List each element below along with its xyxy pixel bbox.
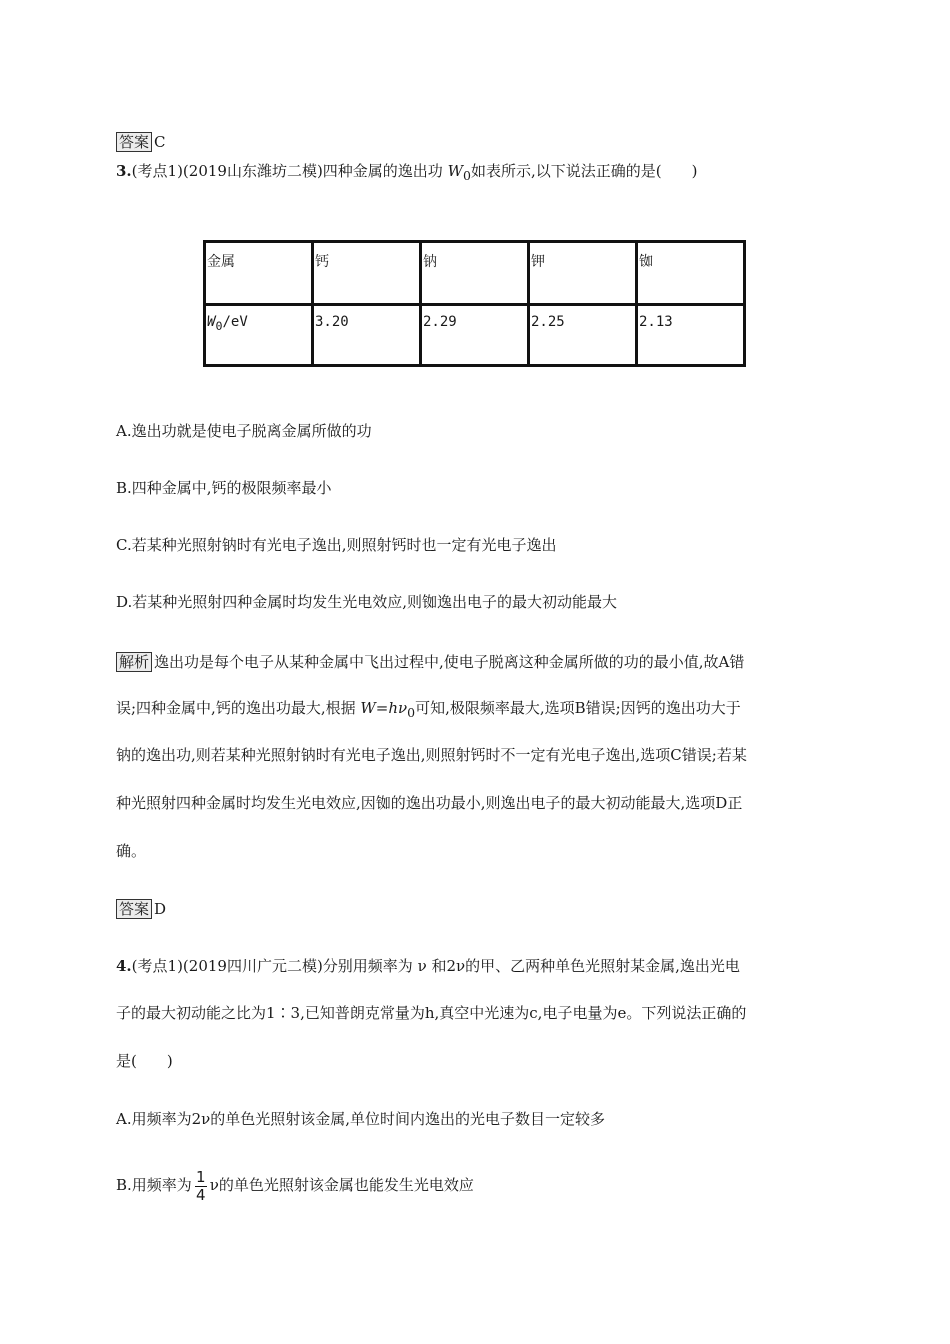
answer-value: D	[154, 900, 167, 918]
w0-subscript: 0	[463, 168, 471, 183]
table-row-label	[205, 305, 313, 366]
analysis-line-1	[116, 651, 744, 673]
table-cell: 2.25	[529, 305, 637, 366]
w0-symbol: W	[447, 162, 464, 180]
analysis-text: 可知,极限频率最大,选项B错误;因钙的逸出功大于	[415, 699, 741, 717]
analysis-text: 误;四种金属中,钙的逸出功最大,根据	[116, 699, 356, 717]
answer-tag: 答案	[116, 899, 152, 919]
option-c: C.若某种光照射钠时有光电子逸出,则照射钙时也一定有光电子逸出	[116, 536, 557, 554]
table-row	[205, 305, 745, 366]
table-cell: 2.29	[421, 305, 529, 366]
table-cell: 金属	[205, 242, 313, 305]
work-function-table	[203, 240, 746, 367]
stem-text-end: 如表所示,以下说法正确的是( )	[470, 162, 698, 180]
answer-tag: 答案	[116, 132, 152, 152]
analysis-text: 逸出功是每个电子从某种金属中飞出过程中,使电子脱离这种金属所做的功的最小值,故A错	[154, 653, 745, 671]
option-text: B.用频率为	[116, 1176, 192, 1194]
option-d: D.若某种光照射四种金属时均发生光电效应,则铷逸出电子的最大初动能最大	[116, 593, 618, 611]
formula: W=hν	[360, 699, 408, 717]
unit: /eV	[222, 314, 248, 331]
analysis-tag: 解析	[116, 652, 152, 672]
answer-line-q2	[116, 131, 166, 153]
answer-line-q3	[116, 898, 166, 920]
table-header-row	[205, 242, 745, 305]
question-4-line-1	[116, 955, 740, 977]
analysis-line-4: 种光照射四种金属时均发生光电效应,因铷的逸出功最小,则逸出电子的最大初动能最大,选项D正	[116, 794, 743, 812]
option-b: B.四种金属中,钙的极限频率最小	[116, 479, 332, 497]
fraction-numerator: 1	[196, 1167, 206, 1186]
table-cell: 钠	[421, 242, 529, 305]
question-number: 3.	[116, 162, 132, 180]
option-a: A.逸出功就是使电子脱离金属所做的功	[116, 422, 372, 440]
table-cell: 铷	[637, 242, 745, 305]
w0-subscript: 0	[215, 319, 223, 334]
question-3-stem	[116, 160, 697, 187]
q4-option-a: A.用频率为2ν的单色光照射该金属,单位时间内逸出的光电子数目一定较多	[116, 1110, 606, 1128]
analysis-line-2	[116, 697, 741, 724]
question-4-line-2: 子的最大初动能之比为1∶3,已知普朗克常量为h,真空中光速为c,电子电量为e。下列说法正确的	[116, 1004, 747, 1022]
table-cell: 钾	[529, 242, 637, 305]
fraction-denominator: 4	[196, 1185, 206, 1204]
answer-value: C	[154, 133, 166, 151]
q4-option-b	[116, 1165, 474, 1205]
analysis-line-5: 确。	[116, 842, 147, 860]
table-cell: 3.20	[313, 305, 421, 366]
stem-text: (考点1)(2019山东潍坊二模)四种金属的逸出功	[131, 162, 443, 180]
formula-subscript: 0	[407, 705, 416, 720]
analysis-line-3: 钠的逸出功,则若某种光照射钠时有光电子逸出,则照射钙时不一定有光电子逸出,选项C错误;若某	[116, 746, 747, 764]
stem-text: (考点1)(2019四川广元二模)分别用频率为 ν 和2ν的甲、乙两种单色光照射某金属,逸出光电	[131, 957, 740, 975]
fraction	[195, 1169, 207, 1204]
table-cell: 钙	[313, 242, 421, 305]
question-4-line-3: 是( )	[116, 1052, 173, 1070]
question-number: 4.	[116, 957, 132, 975]
w0-symbol: W	[207, 314, 216, 331]
option-text: ν的单色光照射该金属也能发生光电效应	[209, 1176, 474, 1194]
table-cell: 2.13	[637, 305, 745, 366]
